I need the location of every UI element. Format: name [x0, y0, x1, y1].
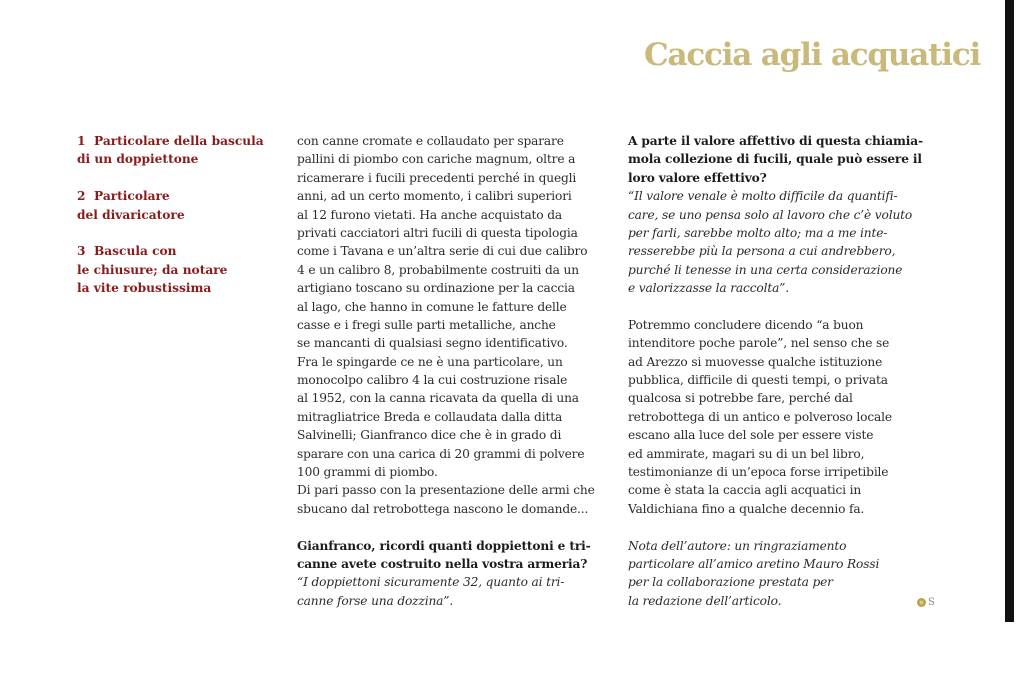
text-line: Potremmo concludere dicendo “a buon — [628, 317, 864, 332]
figure-caption-1 — [77, 132, 277, 169]
interview-question — [628, 132, 944, 187]
text-line: come i Tavana e un’altra serie di cui due calibro — [297, 244, 588, 259]
text-line: Fra le spingarde ce ne è una particolare, un — [297, 354, 563, 369]
caption-text: Particolare della bascula di un doppiettone — [77, 134, 264, 167]
text-line: 100 grammi di piombo. — [297, 465, 438, 480]
figure-captions — [77, 132, 277, 316]
end-mark-letter: S — [928, 597, 935, 608]
text-line: ed ammirate, magari su di un bel libro, — [628, 446, 865, 461]
text-line: qualcosa si potrebbe fare, perché dal — [628, 391, 853, 406]
article-column-middle — [297, 132, 613, 610]
text-line: loro valore effettivo? — [628, 170, 767, 185]
text-line: resserebbe più la persona a cui andrebbero, — [628, 244, 896, 259]
text-line: retrobottega di un antico e polveroso locale — [628, 409, 892, 424]
text-line: ad Arezzo si muovesse qualche istituzione — [628, 354, 883, 369]
text-line: pallini di piombo con cariche magnum, oltre a — [297, 152, 576, 167]
caption-text: Bascula con le chiusure; da notare la vite robustissima — [77, 244, 228, 296]
text-line: purché li tenesse in una certa considerazione — [628, 262, 903, 277]
text-line: sparare con una carica di 20 grammi di polvere — [297, 446, 585, 461]
text-line: per la collaborazione prestata per — [628, 575, 833, 590]
caption-number: 3 — [77, 244, 86, 259]
interview-question — [297, 537, 613, 574]
end-of-article-mark — [917, 597, 935, 608]
figure-caption-3 — [77, 242, 277, 297]
text-line: per farli, sarebbe molto alto; ma a me inte- — [628, 225, 888, 240]
text-line: ricamerare i fucili precedenti perché in quegli — [297, 170, 577, 185]
end-of-article-dot-icon — [917, 598, 926, 607]
text-line: A parte il valore affettivo di questa chiamia- — [628, 134, 923, 148]
text-line: al 12 furono vietati. Ha anche acquistato da — [297, 207, 562, 222]
text-line: artigiano toscano su ordinazione per la caccia — [297, 281, 575, 296]
text-line: testimonianze di un’epoca forse irripetibile — [628, 465, 889, 480]
conclusion-paragraph — [628, 316, 944, 518]
text-line: al 1952, con la canna ricavata da quella di una — [297, 391, 579, 406]
text-line: “I doppiettoni sicuramente 32, quanto ai tri- — [297, 575, 565, 590]
text-line: con canne cromate e collaudato per sparare — [297, 134, 564, 148]
text-line: “Il valore venale è molto difficile da quantifi- — [628, 189, 898, 204]
text-line: casse e i fregi sulle parti metalliche, anche — [297, 317, 556, 332]
text-line: se mancanti di qualsiasi segno identificativo. — [297, 336, 568, 351]
caption-number: 2 — [77, 189, 86, 204]
text-line: mola collezione di fucili, quale può essere il — [628, 152, 922, 167]
text-line: privati cacciatori altri fucili di questa tipologia — [297, 225, 578, 240]
text-line: canne forse una dozzina”. — [297, 593, 454, 608]
text-line: sbucano dal retrobottega nascono le domande... — [297, 501, 589, 516]
interview-answer — [628, 187, 944, 297]
author-note — [628, 537, 944, 611]
text-line: la redazione dell’articolo. — [628, 593, 782, 608]
text-line: monocolpo calibro 4 la cui costruzione risale — [297, 373, 568, 388]
page-edge-bar — [1005, 0, 1014, 622]
text-line: Salvinelli; Gianfranco dice che è in grado di — [297, 428, 562, 443]
text-line: 4 e un calibro 8, probabilmente costruiti da un — [297, 262, 579, 277]
text-line: anni, ad un certo momento, i calibri superiori — [297, 189, 572, 204]
interview-answer — [297, 573, 613, 610]
figure-caption-2 — [77, 187, 277, 224]
caption-number: 1 — [77, 134, 86, 148]
text-line: pubblica, difficile di questi tempi, o privata — [628, 373, 888, 388]
text-line: Gianfranco, ricordi quanti doppiettoni e tri- — [297, 538, 591, 553]
text-line: mitragliatrice Breda e collaudata dalla ditta — [297, 409, 563, 424]
text-line: come è stata la caccia agli acquatici in — [628, 483, 862, 498]
text-line: Valdichiana fino a qualche decennio fa. — [628, 501, 865, 516]
text-line: Di pari passo con la presentazione delle armi che — [297, 483, 595, 498]
article-column-right — [628, 132, 944, 610]
text-line: intenditore poche parole”, nel senso che se — [628, 336, 890, 351]
text-line: care, se uno pensa solo al lavoro che c’è voluto — [628, 207, 913, 222]
text-line: e valorizzasse la raccolta”. — [628, 281, 789, 296]
text-line: escano alla luce del sole per essere viste — [628, 428, 874, 443]
body-paragraph — [297, 132, 613, 518]
text-line: particolare all’amico aretino Mauro Rossi — [628, 556, 880, 571]
text-line: canne avete costruito nella vostra armeria? — [297, 556, 588, 571]
caption-text: Particolare del divaricatore — [77, 189, 185, 222]
page-title: Caccia agli acquatici — [644, 37, 981, 73]
text-line: Nota dell’autore: un ringraziamento — [628, 538, 847, 553]
text-line: al lago, che hanno in comune le fatture delle — [297, 299, 567, 314]
